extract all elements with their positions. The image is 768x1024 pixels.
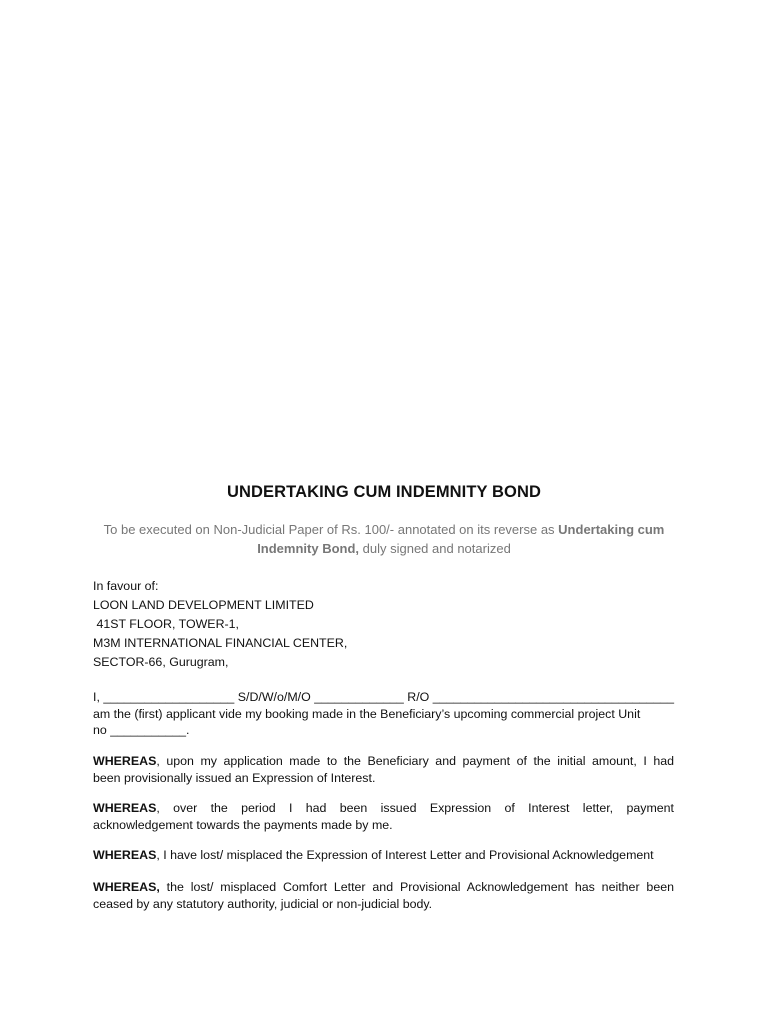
whereas-keyword: WHEREAS bbox=[93, 754, 157, 768]
whereas-keyword: WHEREAS bbox=[93, 801, 157, 815]
parent-name-blank: _____________ bbox=[314, 690, 404, 704]
in-favour-of-block bbox=[93, 577, 674, 672]
whereas-1-line-2: been provisionally issued an Expression of Interest. bbox=[93, 770, 376, 785]
instruction-bold-part-1: Undertaking cum bbox=[558, 522, 665, 537]
relation-label: S/D/W/o/M/O bbox=[237, 690, 311, 704]
resident-of-label: R/O bbox=[407, 690, 430, 704]
execution-instruction bbox=[96, 520, 672, 558]
whereas-2-text: , over the period I had been issued Expression of Interest letter, payment bbox=[156, 801, 674, 815]
whereas-4-line-1 bbox=[93, 879, 674, 896]
document-title: UNDERTAKING CUM INDEMNITY BOND bbox=[226, 483, 542, 501]
address-line-building: M3M INTERNATIONAL FINANCIAL CENTER, bbox=[93, 636, 348, 650]
address-line-floor: 41ST FLOOR, TOWER-1, bbox=[93, 617, 239, 631]
applicant-name-blank: ___________________ bbox=[103, 690, 235, 704]
applicant-statement: am the (first) applicant vide my booking made in the Beneficiary’s upcoming commercial project Unit bbox=[93, 706, 641, 721]
whereas-keyword: WHEREAS, bbox=[93, 880, 160, 894]
whereas-3-text: , I have lost/ misplaced the Expression of Interest Letter and Provisional Acknowledgement bbox=[156, 848, 654, 862]
whereas-2-line-1 bbox=[93, 800, 674, 817]
address-line-sector: SECTOR-66, Gurugram, bbox=[93, 655, 229, 669]
whereas-3-line-1 bbox=[93, 847, 674, 864]
whereas-1-line-1 bbox=[93, 753, 674, 770]
in-favour-of-label: In favour of: bbox=[93, 579, 159, 593]
address-blank: ___________________________________ bbox=[432, 690, 674, 704]
beneficiary-name: LOON LAND DEVELOPMENT LIMITED bbox=[93, 598, 314, 612]
whereas-keyword: WHEREAS bbox=[93, 848, 157, 862]
instruction-text: To be executed on Non-Judicial Paper of Rs. 100/- annotated on its reverse as bbox=[103, 522, 559, 537]
whereas-4-text: the lost/ misplaced Comfort Letter and Provisional Acknowledgement has neither been bbox=[159, 880, 674, 894]
whereas-paragraph-1 bbox=[93, 753, 674, 786]
whereas-2-line-2: acknowledgement towards the payments made by me. bbox=[93, 817, 393, 832]
whereas-1-text: , upon my application made to the Beneficiary and payment of the initial amount, I had bbox=[156, 754, 674, 768]
whereas-paragraph-3 bbox=[93, 847, 674, 864]
applicant-blanks-row bbox=[93, 689, 674, 706]
applicant-declaration bbox=[93, 689, 674, 739]
instruction-bold-part-2: Indemnity Bond, bbox=[257, 541, 360, 556]
instruction-text-end: duly signed and notarized bbox=[359, 541, 511, 556]
whereas-paragraph-2 bbox=[93, 800, 674, 833]
whereas-4-line-2: ceased by any statutory authority, judicial or non-judicial body. bbox=[93, 896, 433, 911]
i-label: I, bbox=[93, 690, 100, 704]
unit-number-blank: no ___________. bbox=[93, 723, 190, 737]
whereas-paragraph-4 bbox=[93, 879, 674, 912]
